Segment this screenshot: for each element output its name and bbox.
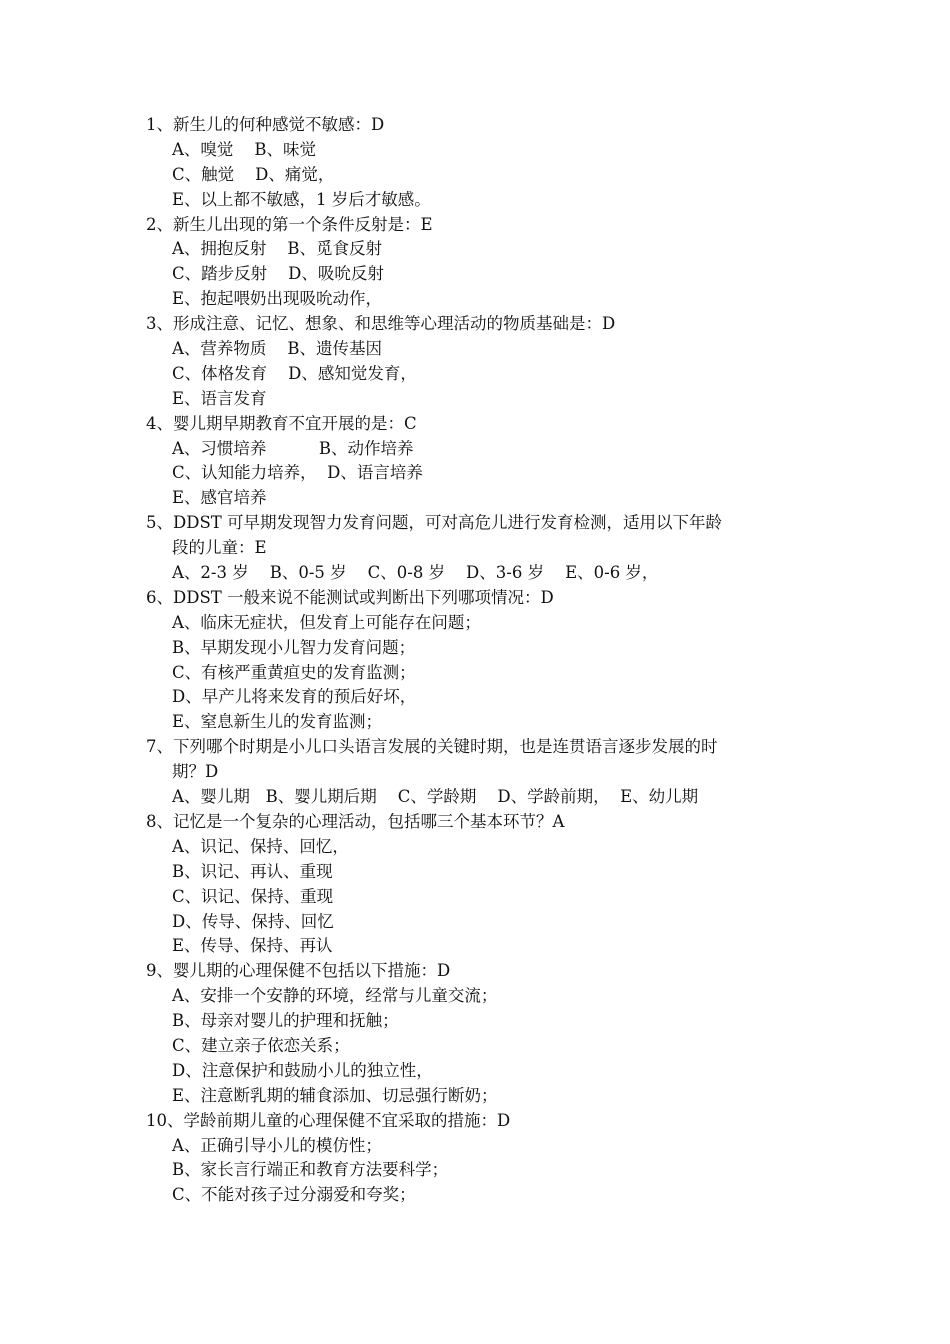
question-block <box>146 810 826 959</box>
answer-options: C、不能对孩子过分溺爱和夸奖； <box>172 1185 416 1205</box>
answer-options: C、有核严重黄疸史的发育监测； <box>172 662 416 682</box>
answer-options: E、抱起喂奶出现吸吮动作， <box>172 289 383 309</box>
answer-options: A、营养物质 B、遗传基因 <box>172 339 383 359</box>
question-block <box>146 113 826 213</box>
question-block <box>146 312 826 412</box>
answer-options: A、2-3 岁 B、0-5 岁 C、0-8 岁 D、3-6 岁 E、0-6 岁， <box>172 563 659 583</box>
question-stem: 10、学龄前期儿童的心理保健不宜采取的措施：D <box>146 1110 511 1130</box>
answer-options: A、嗅觉 B、味觉 <box>172 139 317 159</box>
answer-options: E、以上都不敏感，1 岁后才敏感。 <box>172 189 431 209</box>
answer-options: C、踏步反射 D、吸吮反射 <box>172 264 384 284</box>
answer-options: B、家长言行端正和教育方法要科学； <box>172 1160 449 1180</box>
question-stem: 7、下列哪个时期是小儿口头语言发展的关键时期，也是连贯语言逐步发展的时 <box>146 737 718 757</box>
question-stem: 段的儿童：E <box>172 538 267 558</box>
answer-options: E、语言发育 <box>172 388 267 408</box>
question-stem: 2、新生儿出现的第一个条件反射是：E <box>146 214 433 234</box>
question-stem: 9、婴儿期的心理保健不包括以下措施：D <box>146 961 451 981</box>
question-block <box>146 586 826 735</box>
question-stem: 1、新生儿的何种感觉不敏感：D <box>146 115 385 134</box>
answer-options: C、识记、保持、重现 <box>172 886 334 906</box>
answer-options: D、传导、保持、回忆 <box>172 911 334 931</box>
question-block <box>146 213 826 313</box>
question-stem: 4、婴儿期早期教育不宜开展的是：C <box>146 413 417 433</box>
answer-options: A、安排一个安静的环境，经常与儿童交流； <box>172 986 498 1006</box>
document-body <box>146 113 826 1208</box>
question-block <box>146 412 826 512</box>
answer-options: E、感官培养 <box>172 488 267 508</box>
answer-options: C、触觉 D、痛觉， <box>172 164 335 184</box>
answer-options: A、识记、保持、回忆， <box>172 836 349 856</box>
question-block <box>146 1109 826 1209</box>
answer-options: A、拥抱反射 B、觅食反射 <box>172 239 383 259</box>
answer-options: B、母亲对婴儿的护理和抚触； <box>172 1011 399 1031</box>
answer-options: A、临床无症状，但发育上可能存在问题； <box>172 612 481 632</box>
answer-options: B、早期发现小儿智力发育问题； <box>172 637 416 657</box>
answer-options: A、婴儿期 B、婴儿期后期 C、学龄期 D、学龄前期， E、幼儿期 <box>172 787 699 807</box>
answer-options: A、正确引导小儿的模仿性； <box>172 1135 382 1155</box>
answer-options: E、传导、保持、再认 <box>172 936 333 956</box>
answer-options: C、建立亲子依恋关系； <box>172 1035 350 1055</box>
question-stem: 期？D <box>172 762 219 782</box>
answer-options: C、体格发育 D、感知觉发育， <box>172 363 417 383</box>
answer-options: C、认知能力培养， D、语言培养 <box>172 463 423 483</box>
answer-options: E、注意断乳期的辅食添加、切忌强行断奶； <box>172 1085 498 1105</box>
answer-options: E、窒息新生儿的发育监测； <box>172 712 383 732</box>
question-stem: 6、DDST 一般来说不能测试或判断出下列哪项情况：D <box>146 587 554 607</box>
question-stem: 3、形成注意、记忆、想象、和思维等心理活动的物质基础是：D <box>146 314 616 334</box>
question-stem: 8、记忆是一个复杂的心理活动，包括哪三个基本环节？A <box>146 811 565 831</box>
answer-options: D、注意保护和鼓励小儿的独立性， <box>172 1060 433 1080</box>
answer-options: A、习惯培养 B、动作培养 <box>172 438 414 458</box>
question-block <box>146 959 826 1108</box>
answer-options: B、识记、再认、重现 <box>172 861 333 881</box>
question-stem: 5、DDST 可早期发现智力发育问题，可对高危儿进行发育检测，适用以下年龄 <box>146 513 723 533</box>
question-block <box>146 735 826 810</box>
answer-options: D、早产儿将来发育的预后好坏， <box>172 687 417 707</box>
question-block <box>146 511 826 586</box>
